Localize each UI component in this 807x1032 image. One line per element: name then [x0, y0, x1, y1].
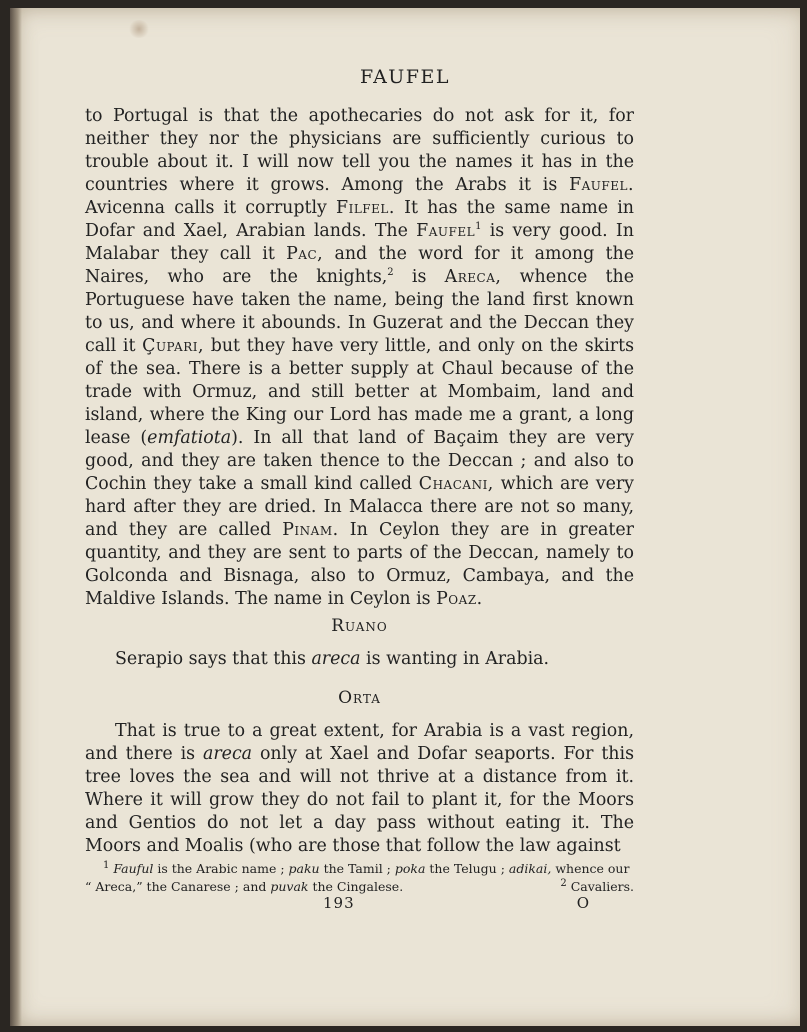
small-caps-term: Chacani, — [418, 474, 494, 494]
footnotes — [85, 860, 634, 896]
text-run: but they have very little, and only on the skirts of the sea. There is a better supply at Chaul because of the trade with Ormuz, and still better at Mombaim, land and island, where the King our Lord has made me a grant, a long lease ( — [85, 336, 634, 448]
text-run: whence our — [551, 861, 630, 876]
text-run: to Portugal is that the apothecaries do not ask for it, for neither they nor the physicians are sufficiently curious to trouble about it. I will now tell you the names it has in the countries where it grows. Among the Arabs it is — [85, 106, 634, 195]
text-run: the Tamil ; — [319, 861, 395, 876]
small-caps-term: Poaz. — [436, 589, 483, 609]
small-caps-term: Faufel — [416, 221, 476, 241]
footnote-marker: 2 — [560, 877, 567, 889]
small-caps-term: Faufel. — [569, 175, 634, 195]
speaker-heading-orta: Orta — [338, 688, 381, 708]
small-caps-term: Areca, — [444, 267, 502, 287]
running-head: FAUFEL — [360, 66, 450, 88]
small-caps-term: Filfel. — [336, 198, 395, 218]
footnote-1-continuation — [85, 878, 403, 896]
italic-term: poka — [394, 861, 426, 876]
footnote-marker: 2 — [387, 267, 394, 279]
text-run: ). In all that land of Baçaim they are very good, and they are taken thence to the Deccan ; and also to Cochin they take a small kind called — [85, 428, 634, 494]
text-run: It has the same name in Dofar and Xael, Arabian lands. The — [85, 198, 634, 241]
italic-term: emfatiota — [147, 428, 232, 448]
text-run: the Cingalese. — [308, 879, 404, 894]
italic-term: Fauful — [113, 861, 154, 876]
text-run: is wanting in Arabia. — [360, 649, 550, 669]
text-run: Serapio says that this — [115, 649, 312, 669]
italic-term: adikai, — [508, 861, 552, 876]
book-gutter-shadow — [10, 8, 22, 1026]
text-run: and the word for it among the Naires, who are the knights, — [85, 244, 634, 287]
text-run: In Ceylon they are in greater quantity, and they are sent to parts of the Deccan, namely to Golconda and Bisnaga, also to Ormuz, Cambaya, and the Maldive Islands. The name in Ceylon is — [85, 520, 634, 609]
book-page — [10, 8, 800, 1026]
italic-term: puvak — [270, 879, 309, 894]
italic-term: paku — [288, 861, 320, 876]
page-number: 193 — [323, 894, 355, 912]
text-run: the Telugu ; — [425, 861, 509, 876]
text-run: only at Xael and Dofar seaports. For this tree loves the sea and will not thrive at a distance from it. Where it will grow they do not fail to plant it, for the Moors and Gentios do not let a day pass without eating it. The Moors and Moalis (who are those that follow the law against — [85, 744, 634, 856]
text-run: is very good. In Malabar they call it — [85, 221, 634, 264]
paragraph-1 — [85, 105, 634, 611]
text-run: is the Arabic name ; — [153, 861, 289, 876]
small-caps-term: Çupari, — [142, 336, 205, 356]
footnote-marker: 1 — [475, 221, 482, 233]
signature-mark: O — [576, 894, 589, 912]
italic-term: areca — [311, 649, 361, 669]
footnote-2 — [560, 878, 634, 896]
text-run: is — [393, 267, 445, 287]
footnote-1 — [85, 860, 634, 878]
small-caps-term: Pac, — [286, 244, 324, 264]
text-run: “ Areca,” the Canarese ; and — [85, 879, 271, 894]
paper-stain — [128, 20, 150, 38]
footnote-row — [85, 878, 634, 896]
text-run: That is true to a great extent, for Arabia is a vast region, and there is — [85, 721, 634, 764]
paragraph-2 — [85, 648, 634, 671]
text-run: whence the Portuguese have taken the name, being the land first known to us, and where it abounds. In Guzerat and the Deccan they call it — [85, 267, 634, 356]
footnote-marker: 1 — [103, 859, 110, 871]
text-run: which are very hard after they are dried. In Malacca there are not so many, and they are called — [85, 474, 634, 540]
body-text — [85, 105, 634, 858]
small-caps-term: Pinam. — [282, 520, 339, 540]
text-run: Cavaliers. — [566, 879, 634, 894]
speaker-heading-ruano: Ruano — [331, 616, 388, 636]
paragraph-3 — [85, 720, 634, 858]
text-run: Avicenna calls it corruptly — [85, 198, 337, 218]
italic-term: areca — [202, 744, 253, 764]
